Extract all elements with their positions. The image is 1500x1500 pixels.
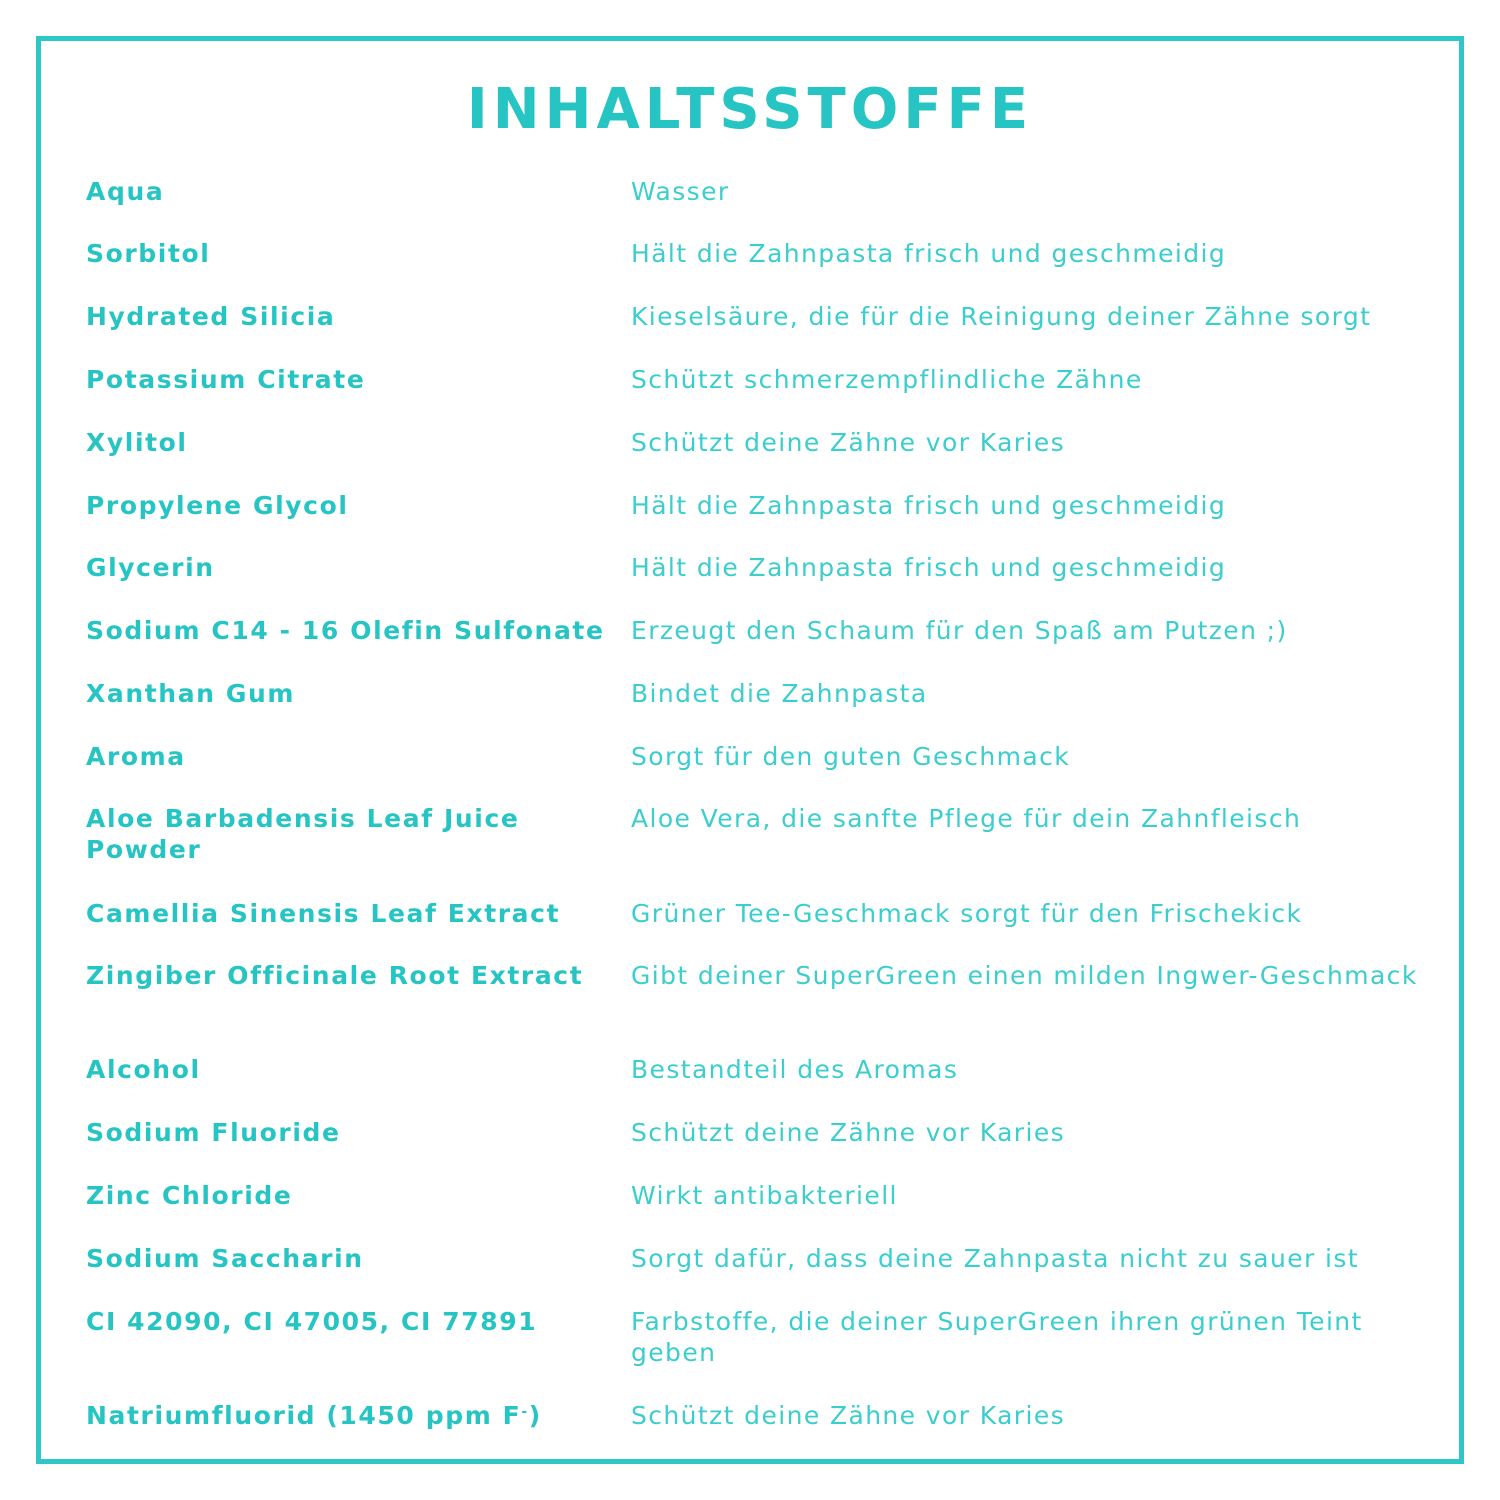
ingredient-row bbox=[86, 741, 1426, 772]
ingredient-description: Schützt deine Zähne vor Karies bbox=[631, 1118, 1066, 1147]
ingredient-row bbox=[86, 678, 1426, 709]
ingredient-name: Camellia Sinensis Leaf Extract bbox=[86, 899, 561, 928]
ingredient-row bbox=[86, 1243, 1426, 1274]
ingredient-description: Gibt deiner SuperGreen einen milden Ingwer-Geschmack bbox=[631, 961, 1418, 990]
ingredient-name: Sodium Saccharin bbox=[86, 1244, 364, 1273]
ingredient-row bbox=[86, 364, 1426, 395]
ingredient-description: Hält die Zahnpasta frisch und geschmeidig bbox=[631, 491, 1227, 520]
ingredient-name: Aqua bbox=[86, 177, 165, 206]
ingredient-name: Alcohol bbox=[86, 1055, 201, 1084]
ingredient-description: Aloe Vera, die sanfte Pflege für dein Zahnfleisch bbox=[631, 804, 1302, 833]
ingredient-row bbox=[86, 960, 1426, 991]
ingredient-description: Wasser bbox=[631, 177, 730, 206]
ingredient-row bbox=[86, 552, 1426, 583]
ingredient-row bbox=[86, 803, 1426, 865]
ingredient-name: Xylitol bbox=[86, 428, 188, 457]
ingredient-name: Sodium C14 - 16 Olefin Sulfonate bbox=[86, 616, 605, 645]
ingredient-row bbox=[86, 1117, 1426, 1148]
ingredient-name: Propylene Glycol bbox=[86, 491, 349, 520]
ingredient-description: Sorgt für den guten Geschmack bbox=[631, 742, 1071, 771]
ingredient-name: Sodium Fluoride bbox=[86, 1118, 341, 1147]
superscript-minus: - bbox=[521, 1404, 529, 1420]
ingredient-description: Schützt deine Zähne vor Karies bbox=[631, 428, 1066, 457]
ingredient-row bbox=[86, 1180, 1426, 1211]
ingredient-name: Zinc Chloride bbox=[86, 1181, 293, 1210]
ingredient-description: Hält die Zahnpasta frisch und geschmeidig bbox=[631, 553, 1227, 582]
ingredient-name: Xanthan Gum bbox=[86, 679, 296, 708]
ingredient-row bbox=[86, 615, 1426, 646]
ingredient-name: Potassium Citrate bbox=[86, 365, 366, 394]
ingredient-row bbox=[86, 1054, 1426, 1085]
ingredient-description: Schützt deine Zähne vor Karies bbox=[631, 1401, 1066, 1430]
ingredient-row bbox=[86, 490, 1426, 521]
ingredient-row bbox=[86, 1400, 1426, 1431]
ingredient-description: Bestandteil des Aromas bbox=[631, 1055, 959, 1084]
ingredient-name: Sorbitol bbox=[86, 239, 211, 268]
ingredient-name-main: Natriumfluorid (1450 ppm F bbox=[86, 1401, 522, 1430]
ingredient-description: Bindet die Zahnpasta bbox=[631, 679, 928, 708]
ingredient-row bbox=[86, 176, 1426, 207]
ingredient-name-end: ) bbox=[528, 1401, 542, 1430]
ingredient-name bbox=[86, 1400, 631, 1431]
page-title: INHALTSSTOFFE bbox=[466, 77, 1034, 142]
ingredient-description: Wirkt antibakteriell bbox=[631, 1181, 898, 1210]
ingredient-name: Hydrated Silicia bbox=[86, 302, 336, 331]
ingredient-description: Hält die Zahnpasta frisch und geschmeidig bbox=[631, 239, 1227, 268]
ingredient-row bbox=[86, 1306, 1426, 1368]
ingredient-description: Erzeugt den Schaum für den Spaß am Putzen ;) bbox=[631, 616, 1288, 645]
ingredient-name: Aroma bbox=[86, 742, 186, 771]
ingredient-name: CI 42090, CI 47005, CI 77891 bbox=[86, 1307, 538, 1336]
ingredient-description: Grüner Tee-Geschmack sorgt für den Frischekick bbox=[631, 899, 1303, 928]
ingredient-row bbox=[86, 898, 1426, 929]
ingredient-row bbox=[86, 427, 1426, 458]
ingredient-row bbox=[86, 301, 1426, 332]
ingredient-description: Kieselsäure, die für die Reinigung deiner Zähne sorgt bbox=[631, 302, 1372, 331]
ingredient-name: Glycerin bbox=[86, 553, 215, 582]
ingredient-description: Schützt schmerzempflindliche Zähne bbox=[631, 365, 1143, 394]
ingredient-name: Aloe Barbadensis Leaf Juice Powder bbox=[86, 804, 520, 864]
ingredient-description: Farbstoffe, die deiner SuperGreen ihren grünen Teint geben bbox=[631, 1307, 1363, 1367]
ingredient-row bbox=[86, 238, 1426, 269]
ingredient-name: Zingiber Officinale Root Extract bbox=[86, 961, 584, 990]
ingredient-description: Sorgt dafür, dass deine Zahnpasta nicht zu sauer ist bbox=[631, 1244, 1360, 1273]
